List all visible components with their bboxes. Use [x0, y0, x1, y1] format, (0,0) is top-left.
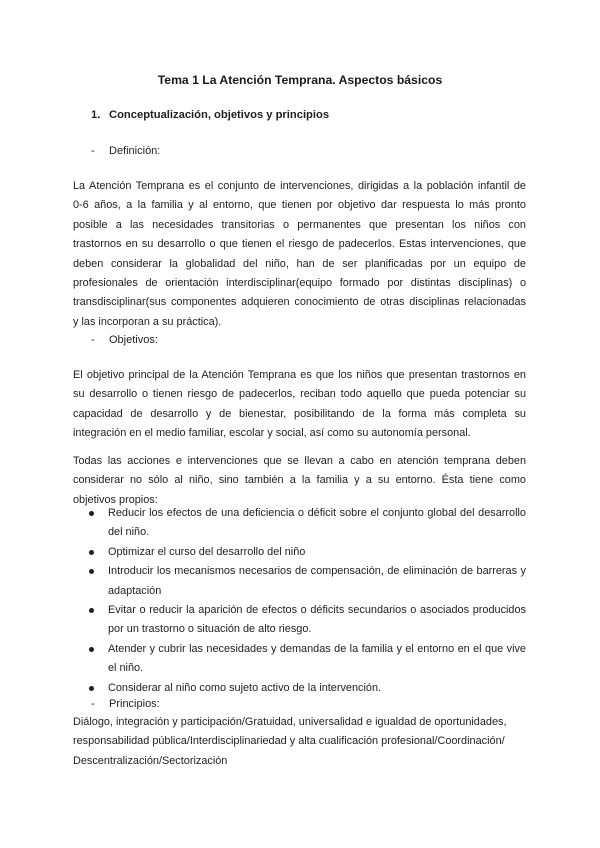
list-item-text: Introducir los mecanismos necesarios de compensación, de eliminación de barreras y adaptación [108, 565, 526, 597]
paragraph-line: profesionales de orientación interdisciplinar(equipo formado por distintas disciplinas) o [73, 276, 526, 289]
paragraph-line: deben considerar la globalidad del niño, han de ser planificadas por un equipo de [73, 257, 526, 270]
section-heading [91, 109, 329, 121]
paragraph-line: su desarrollo o tienen riesgo de padecerlos, reciban todo aquello que pueda potenciar su [73, 388, 526, 401]
definicion-label [91, 145, 160, 157]
dash-mark: - [91, 698, 95, 710]
bullet-icon [89, 569, 94, 574]
objetivos-label [91, 334, 158, 346]
paragraph-line: Todas las acciones e intervenciones que se llevan a cabo en atención temprana deben [73, 455, 526, 467]
principios-line: Diálogo, integración y participación/Gratuidad, universalidad e igualdad de oportunidades, [73, 716, 507, 728]
list-item-text: Optimizar el curso del desarrollo del niño [108, 545, 306, 558]
principios-label-text: Principios: [109, 698, 160, 710]
principios-label [91, 698, 160, 710]
definicion-label-text: Definición: [109, 145, 161, 157]
principios-text [73, 713, 533, 771]
paragraph-line: transdisciplinar(sus componentes adquieren conocimiento de otras disciplinas relacionadas [73, 296, 526, 309]
list-item-text: Atender y cubrir las necesidades y demandas de la familia y el entorno en el que vive el niño. [108, 642, 526, 675]
list-item [73, 601, 526, 640]
paragraph-line: capacidad de desarrollo y de bienestar, posibilitando de la forma más completa su [73, 407, 526, 420]
section-number: 1. [91, 109, 101, 121]
list-item [73, 679, 526, 698]
list-item-text: Reducir los efectos de una deficiencia o déficit sobre el conjunto global del desarrollo del niño. [108, 507, 526, 539]
objetivos-paragraph-2 [73, 452, 526, 510]
list-item [73, 543, 526, 562]
paragraph-line: integración en el medio familiar, escolar y social, así como su autonomía personal. [73, 427, 471, 440]
paragraph-line: considerar no sólo al niño, sino también a la familia y a su entorno. Ésta tiene como [73, 474, 526, 487]
bullet-icon [89, 686, 94, 691]
paragraph-line: posible a las necesidades transitorias o permanentes que presentan los niños con [73, 218, 526, 231]
bullet-icon [89, 511, 94, 516]
list-item-text: Evitar o reducir la aparición de efectos o déficits secundarios o asociados producidos por un trastorno o situación de alto riesgo. [108, 604, 526, 636]
objetivos-list [73, 504, 526, 698]
paragraph-line: La Atención Temprana es el conjunto de intervenciones, dirigidas a la población infantil de [73, 180, 526, 192]
objetivos-label-text: Objetivos: [109, 334, 158, 346]
bullet-icon [89, 550, 94, 555]
bullet-icon [89, 608, 94, 613]
list-item-text: Considerar al niño como sujeto activo de la intervención. [108, 681, 382, 694]
dash-mark: - [91, 145, 95, 157]
list-item [73, 640, 526, 679]
section-heading-text: Conceptualización, objetivos y principios [109, 109, 330, 121]
paragraph-line: 0-6 años, a la familia y al entorno, que tienen por objetivo dar respuesta lo más pronto [73, 199, 526, 212]
paragraph-line: trastornos en su desarrollo o que tienen el riesgo de padecerlos. Estas intervenciones, que [73, 238, 526, 251]
definicion-paragraph [73, 177, 526, 332]
principios-line: responsabilidad pública/Interdisciplinariedad y alta cualificación profesional/Coordinación/ [73, 735, 505, 748]
list-item [73, 504, 526, 543]
list-item [73, 562, 526, 601]
dash-mark: - [91, 334, 95, 346]
paragraph-line: El objetivo principal de la Atención Temprana es que los niños que presentan trastornos en [73, 369, 526, 381]
paragraph-line: objetivos propios: [73, 493, 158, 506]
principios-line: Descentralización/Sectorización [73, 754, 228, 767]
document-title: Tema 1 La Atención Temprana. Aspectos básicos [157, 73, 443, 87]
bullet-icon [89, 647, 94, 652]
objetivos-paragraph-1 [73, 366, 526, 444]
paragraph-line: y las incorporan a su práctica). [73, 315, 222, 328]
